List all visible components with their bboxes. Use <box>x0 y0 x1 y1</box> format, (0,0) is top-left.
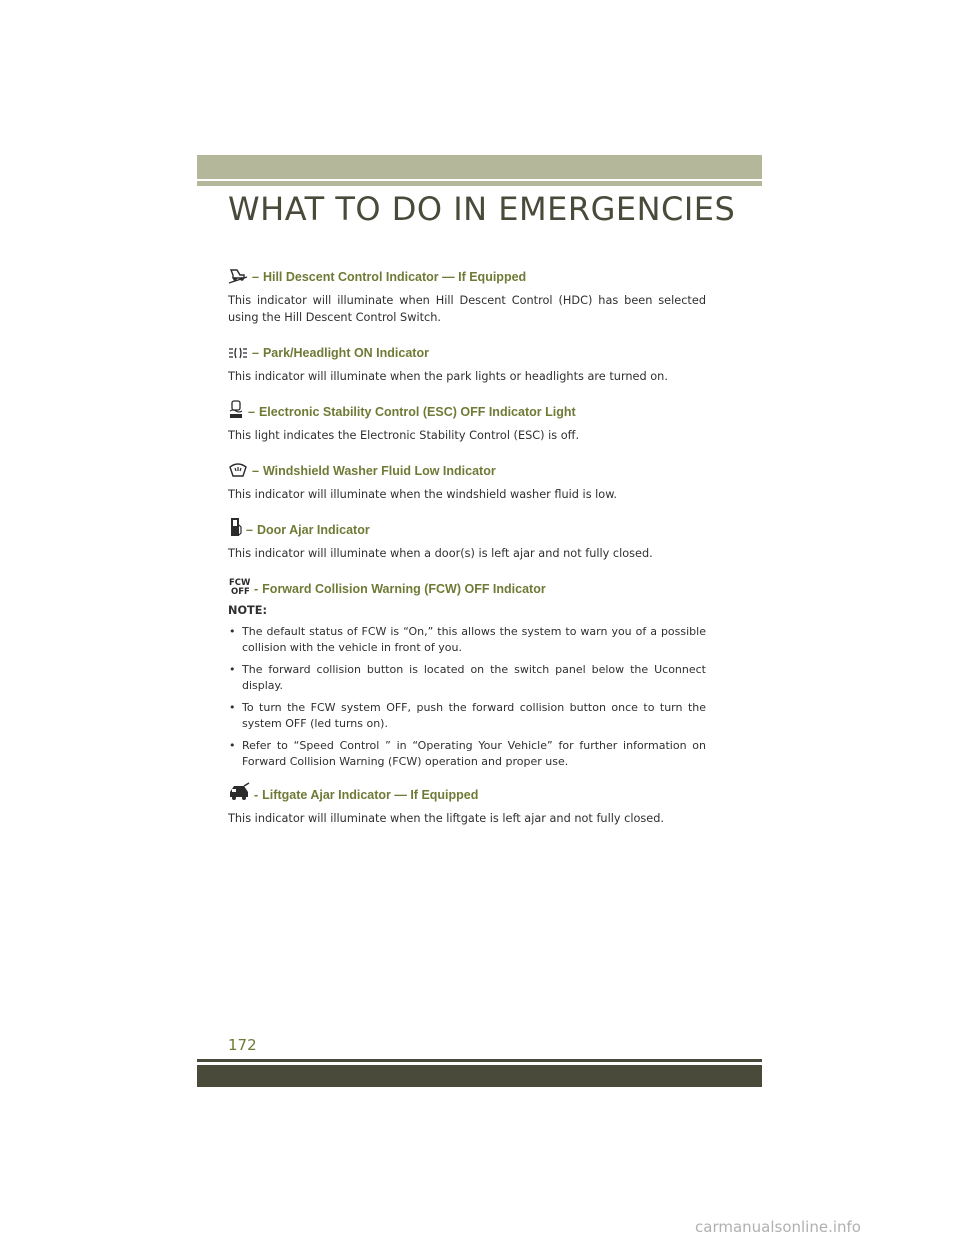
hill-descent-icon <box>228 266 248 284</box>
esc-off-icon <box>228 399 244 419</box>
liftgate-ajar-icon <box>228 782 250 802</box>
fcw-icon-bottom-text: OFF <box>231 587 250 596</box>
section-title: WHAT TO DO IN EMERGENCIES <box>228 190 736 228</box>
heading-hill-descent <box>228 262 706 284</box>
page-number: 172 <box>228 1036 257 1054</box>
fcw-off-icon <box>228 576 250 596</box>
watermark-text: carmanualsonline.info <box>695 1218 861 1236</box>
page-content <box>228 262 706 839</box>
heading-dash: - <box>254 788 259 802</box>
heading-text: Liftgate Ajar Indicator — If Equipped <box>262 788 479 802</box>
list-item <box>228 700 706 732</box>
heading-dash: – <box>252 464 259 478</box>
heading-text: Forward Collision Warning (FCW) OFF Indicator <box>262 582 546 596</box>
body-text: This indicator will illuminate when the windshield washer fluid is low. <box>228 488 618 501</box>
heading-text: Hill Descent Control Indicator — If Equipped <box>262 270 527 284</box>
list-item-text: The forward collision button is located on the switch panel below the Uconnect display. <box>242 663 706 692</box>
header-rule <box>197 181 762 186</box>
list-item-text: The default status of FCW is “On,” this allows the system to warn you of a possible collision with the vehicle in front of you. <box>242 625 706 654</box>
bullet-glyph: • <box>229 701 236 714</box>
heading-text: Park/Headlight ON Indicator <box>262 346 429 360</box>
header-band <box>197 155 762 179</box>
list-item <box>228 738 706 770</box>
body-text: This indicator will illuminate when Hill Descent Control (HDC) has been selected using the Hill Descent Control Switch. <box>228 294 706 324</box>
heading-dash: – <box>246 523 253 537</box>
list-item <box>228 662 706 694</box>
list-item <box>228 624 706 656</box>
heading-dash: – <box>252 346 259 360</box>
body-text: This indicator will illuminate when the liftgate is left ajar and not fully closed. <box>228 812 665 825</box>
footer-rule <box>197 1059 762 1062</box>
heading-esc-off <box>228 397 706 419</box>
heading-park-headlight <box>228 338 706 360</box>
heading-door-ajar <box>228 515 706 537</box>
heading-liftgate-ajar <box>228 780 706 802</box>
washer-fluid-icon <box>228 462 248 478</box>
park-headlight-icon <box>228 346 248 360</box>
heading-dash: - <box>254 582 259 596</box>
note-list <box>228 624 706 770</box>
heading-text: Electronic Stability Control (ESC) OFF Indicator Light <box>258 405 576 419</box>
bullet-glyph: • <box>229 625 236 638</box>
bullet-glyph: • <box>229 663 236 676</box>
body-text: This indicator will illuminate when a door(s) is left ajar and not fully closed. <box>228 547 653 560</box>
heading-dash: – <box>252 270 259 284</box>
list-item-text: Refer to “Speed Control ” in “Operating Your Vehicle” for further information on Forward Collision Warning (FCW) operation and proper use. <box>242 739 706 768</box>
heading-fcw-off <box>228 574 706 596</box>
footer-band <box>197 1065 762 1087</box>
list-item-text: To turn the FCW system OFF, push the forward collision button once to turn the system OFF (led turns on). <box>242 701 706 730</box>
fcw-icon-top-text: FCW <box>229 578 250 588</box>
heading-text: Door Ajar Indicator <box>256 523 370 537</box>
heading-dash: – <box>248 405 255 419</box>
note-label: NOTE: <box>228 604 267 617</box>
body-text: This light indicates the Electronic Stability Control (ESC) is off. <box>228 429 580 442</box>
door-ajar-icon <box>228 517 242 537</box>
heading-washer-fluid <box>228 456 706 478</box>
heading-text: Windshield Washer Fluid Low Indicator <box>262 464 496 478</box>
bullet-glyph: • <box>229 739 236 752</box>
body-text: This indicator will illuminate when the park lights or headlights are turned on. <box>228 370 668 383</box>
